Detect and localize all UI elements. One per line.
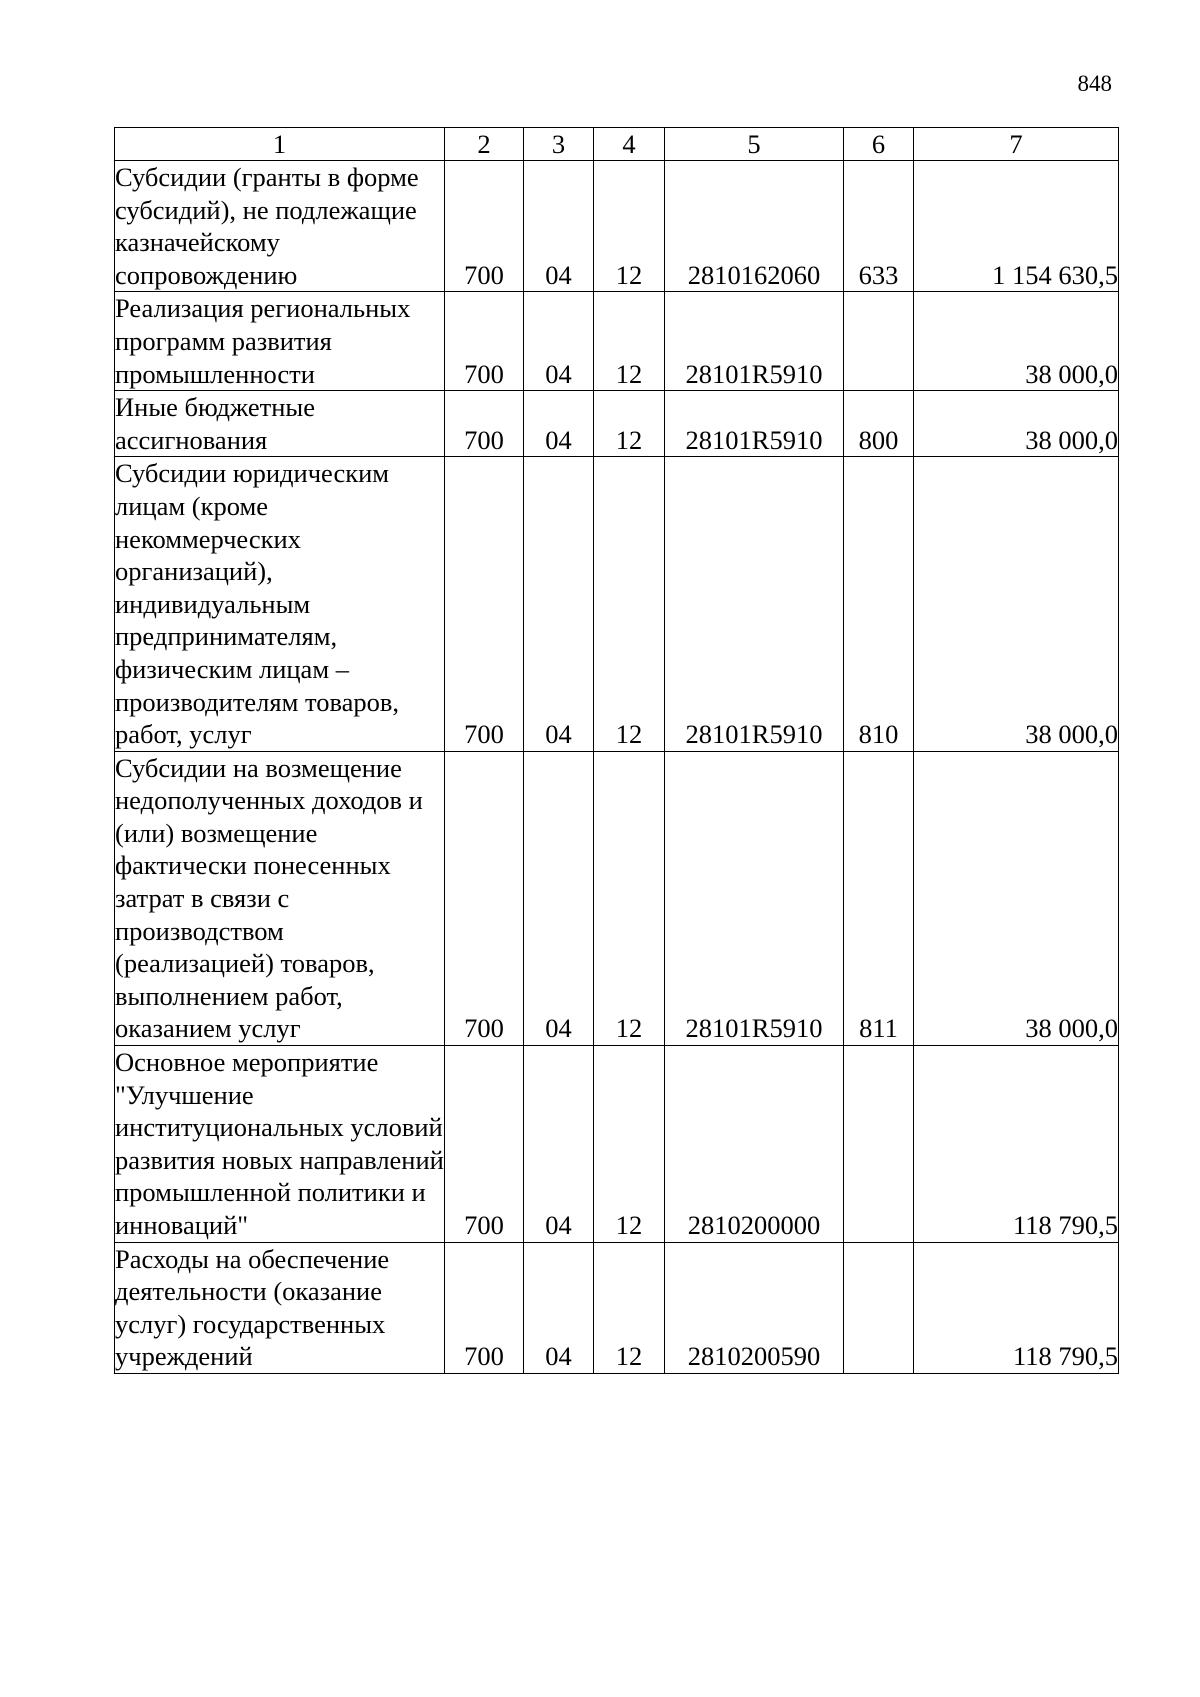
row-amount: 38 000,0 [914,751,1119,1045]
row-code-2: 700 [445,1242,524,1373]
row-name: Реализация региональных программ развития промышленности [115,292,445,391]
row-code-6 [844,1242,914,1373]
header-row [115,128,1119,161]
table-header [115,128,1119,161]
table-row [115,391,1119,457]
table-row [115,457,1119,751]
row-name: Субсидии на возмещение недополученных доходов и (или) возмещение фактически понесенных затрат в связи с производством (реализацией) товаров, выполнением работ, оказанием услуг [115,751,445,1045]
row-code-2: 700 [445,161,524,292]
header-col-6: 6 [844,128,914,161]
row-code-2: 700 [445,751,524,1045]
row-code-3: 04 [524,292,594,391]
row-code-5: 28101R5910 [665,457,844,751]
row-code-3: 04 [524,751,594,1045]
row-code-5: 2810200000 [665,1046,844,1243]
row-code-4: 12 [594,751,665,1045]
row-name: Субсидии юридическим лицам (кроме некоммерческих организаций), индивидуальным предпринимателям, физическим лицам – производителям товаров, работ, услуг [115,457,445,751]
row-code-3: 04 [524,1046,594,1243]
row-amount: 118 790,5 [914,1242,1119,1373]
row-code-3: 04 [524,1242,594,1373]
row-code-6: 800 [844,391,914,457]
row-code-4: 12 [594,391,665,457]
table-body [115,161,1119,1374]
row-code-6: 810 [844,457,914,751]
row-code-2: 700 [445,292,524,391]
row-name: Субсидии (гранты в форме субсидий), не подлежащие казначейскому сопровождению [115,161,445,292]
table-row [115,161,1119,292]
row-code-4: 12 [594,161,665,292]
row-code-2: 700 [445,457,524,751]
header-col-1: 1 [115,128,445,161]
header-col-4: 4 [594,128,665,161]
table-row [115,751,1119,1045]
row-code-4: 12 [594,1242,665,1373]
row-code-5: 28101R5910 [665,292,844,391]
row-code-4: 12 [594,292,665,391]
row-name: Основное мероприятие "Улучшение институциональных условий развития новых направлений промышленной политики и инноваций" [115,1046,445,1243]
table-row [115,292,1119,391]
row-amount: 38 000,0 [914,391,1119,457]
row-name: Расходы на обеспечение деятельности (оказание услуг) государственных учреждений [115,1242,445,1373]
row-code-3: 04 [524,161,594,292]
row-code-5: 28101R5910 [665,391,844,457]
row-code-2: 700 [445,1046,524,1243]
header-col-7: 7 [914,128,1119,161]
row-code-6 [844,1046,914,1243]
row-code-4: 12 [594,457,665,751]
row-amount: 118 790,5 [914,1046,1119,1243]
table-row [115,1046,1119,1243]
row-code-2: 700 [445,391,524,457]
row-code-6: 811 [844,751,914,1045]
row-code-3: 04 [524,457,594,751]
budget-table [114,127,1119,1374]
row-code-5: 2810162060 [665,161,844,292]
row-code-3: 04 [524,391,594,457]
row-name: Иные бюджетные ассигнования [115,391,445,457]
row-code-5: 28101R5910 [665,751,844,1045]
header-col-3: 3 [524,128,594,161]
header-col-5: 5 [665,128,844,161]
row-code-6: 633 [844,161,914,292]
page-number: 848 [1077,71,1112,96]
row-code-4: 12 [594,1046,665,1243]
table-row [115,1242,1119,1373]
row-code-6 [844,292,914,391]
row-amount: 38 000,0 [914,457,1119,751]
header-col-2: 2 [445,128,524,161]
row-amount: 38 000,0 [914,292,1119,391]
row-code-5: 2810200590 [665,1242,844,1373]
row-amount: 1 154 630,5 [914,161,1119,292]
